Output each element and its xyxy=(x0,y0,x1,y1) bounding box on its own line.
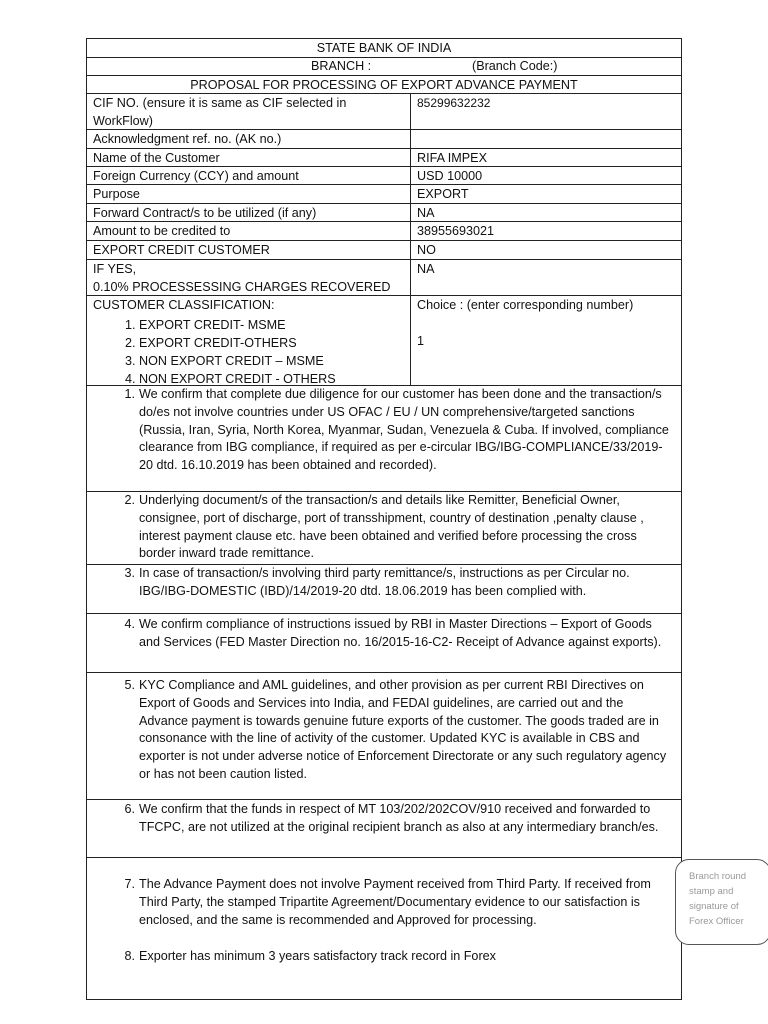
branch-stamp-box xyxy=(675,859,768,945)
export-advance-payment-form xyxy=(86,38,682,1000)
declaration-text: Exporter has minimum 3 years satisfactory track record in Forex xyxy=(139,949,496,963)
field-label: Forward Contract/s to be utilized (if any) xyxy=(87,204,411,221)
header-branch-row xyxy=(87,58,681,76)
classification-options xyxy=(87,296,411,385)
choice-label: Choice : (enter corresponding number) xyxy=(417,298,634,312)
declaration-number: 8. xyxy=(124,949,135,963)
classification-option: 3. NON EXPORT CREDIT – MSME xyxy=(139,352,404,370)
classification-title: CUSTOMER CLASSIFICATION: xyxy=(93,298,275,312)
field-value[interactable]: 85299632232 xyxy=(417,96,491,110)
field-row-purpose xyxy=(87,185,681,204)
field-row-customer-name xyxy=(87,149,681,167)
choice-value[interactable]: 1 xyxy=(417,333,425,348)
declaration-text: Underlying document/s of the transaction/s and details like Remitter, Beneficial Owner, consignee, port of discharge, port of transshipment, country of destination ,penalty clause , interest payment clause etc. have been obtained and verified before processing the cross border inward trade remittance. xyxy=(139,493,644,561)
declaration-row xyxy=(87,492,681,565)
declaration-text: We confirm that the funds in respect of MT 103/202/202COV/910 received and forwarded to TFCPC, are not utilized at the original recipient branch as also at any intermediary branch/es. xyxy=(139,802,659,834)
declaration-number: 1. xyxy=(124,387,135,401)
classification-choice xyxy=(411,296,681,385)
field-label-line: 0.10% PROCESSESSING CHARGES RECOVERED xyxy=(93,279,391,294)
field-label: CIF NO. (ensure it is same as CIF selected in WorkFlow) xyxy=(87,94,411,129)
declaration-number: 6. xyxy=(124,802,135,816)
field-row-credit-account xyxy=(87,222,681,241)
field-value[interactable]: NA xyxy=(417,262,435,276)
field-row-forward-contract xyxy=(87,204,681,222)
customer-classification-row xyxy=(87,296,681,386)
field-label: Amount to be credited to xyxy=(87,222,411,240)
field-value[interactable]: RIFA IMPEX xyxy=(417,151,487,165)
field-label-line: IF YES, xyxy=(93,262,137,276)
branch-label: BRANCH : xyxy=(311,59,372,73)
field-value[interactable]: NO xyxy=(417,243,436,257)
declaration-text: In case of transaction/s involving third party remittance/s, instructions as per Circular no. IBG/IBG-DOMESTIC (IBD)/14/2019-20 dtd. 18.06.2019 has been complied with. xyxy=(139,566,630,598)
stamp-note: Branch round stamp and signature of Forex Officer xyxy=(689,871,747,927)
declaration-text: The Advance Payment does not involve Payment received from Third Party. If received from Third Party, the stamped Tripartite Agreement/Documentary evidence to our satisfaction is enclosed, and the same is recommended and Approved for processing. xyxy=(139,877,651,927)
declaration-text: We confirm compliance of instructions issued by RBI in Master Directions – Export of Goods and Services (FED Master Direction no. 16/2015-16-C2- Receipt of Advance against exports). xyxy=(139,617,662,649)
declaration-number: 3. xyxy=(124,566,135,580)
field-label: EXPORT CREDIT CUSTOMER xyxy=(87,241,411,259)
declaration-number: 7. xyxy=(124,877,135,891)
declaration-row xyxy=(87,858,681,1000)
field-label: Name of the Customer xyxy=(87,149,411,166)
field-label: Purpose xyxy=(87,185,411,203)
declaration-number: 5. xyxy=(124,678,135,692)
field-row-ack xyxy=(87,130,681,149)
declaration-row xyxy=(87,614,681,673)
classification-option: 1. EXPORT CREDIT- MSME xyxy=(139,316,404,334)
header-bank-row xyxy=(87,39,681,58)
field-row-processing-charges xyxy=(87,260,681,296)
header-title-row xyxy=(87,76,681,94)
bank-name: STATE BANK OF INDIA xyxy=(316,41,452,55)
field-value[interactable]: EXPORT xyxy=(417,187,469,201)
field-value[interactable]: NA xyxy=(417,206,435,220)
field-row-currency xyxy=(87,167,681,185)
declaration-row xyxy=(87,565,681,614)
classification-option: 2. EXPORT CREDIT-OTHERS xyxy=(139,334,404,352)
classification-list xyxy=(93,316,404,388)
declaration-row xyxy=(87,800,681,858)
declaration-row xyxy=(87,673,681,800)
field-label xyxy=(87,260,411,295)
field-label: Foreign Currency (CCY) and amount xyxy=(87,167,411,184)
classification-option: 4. NON EXPORT CREDIT - OTHERS xyxy=(139,370,404,388)
declaration-text: We confirm that complete due diligence for our customer has been done and the transaction/s do/es not involve countries under US OFAC / EU / UN comprehensive/targeted sanctions (Russia, Iran, Syria, North Korea, Myanmar, Sudan, Venezuela & Cuba. If involved, compliance clearance from IBG compliance, if required as per e-circular IBG/IBG-COMPLIANCE/33/2019-20 dtd. 16.10.2019 has been obtained and recorded). xyxy=(139,387,669,473)
declaration-number: 2. xyxy=(124,493,135,507)
field-row-cif xyxy=(87,94,681,130)
declaration-text: KYC Compliance and AML guidelines, and other provision as per current RBI Directives on Export of Goods and Services into India, and FEDAI guidelines, are carried out and the Advance payment is towards genuine future exports of the customer. The goods traded are in consonance with the line of activity of the customer. Updated KYC is available in CBS and exporter is not under adverse notice of Enforcement Directorate or any such regulatory agency or has not been caution listed. xyxy=(139,678,667,781)
branch-code-label: (Branch Code:) xyxy=(472,59,558,73)
declaration-row xyxy=(87,386,681,492)
proposal-title: PROPOSAL FOR PROCESSING OF EXPORT ADVANCE PAYMENT xyxy=(190,78,578,92)
field-value[interactable]: 38955693021 xyxy=(417,224,495,238)
field-label: Acknowledgment ref. no. (AK no.) xyxy=(87,130,411,148)
declaration-number: 4. xyxy=(124,617,135,631)
field-row-export-credit xyxy=(87,241,681,260)
field-value[interactable] xyxy=(411,130,681,148)
field-value[interactable]: USD 10000 xyxy=(417,169,483,183)
